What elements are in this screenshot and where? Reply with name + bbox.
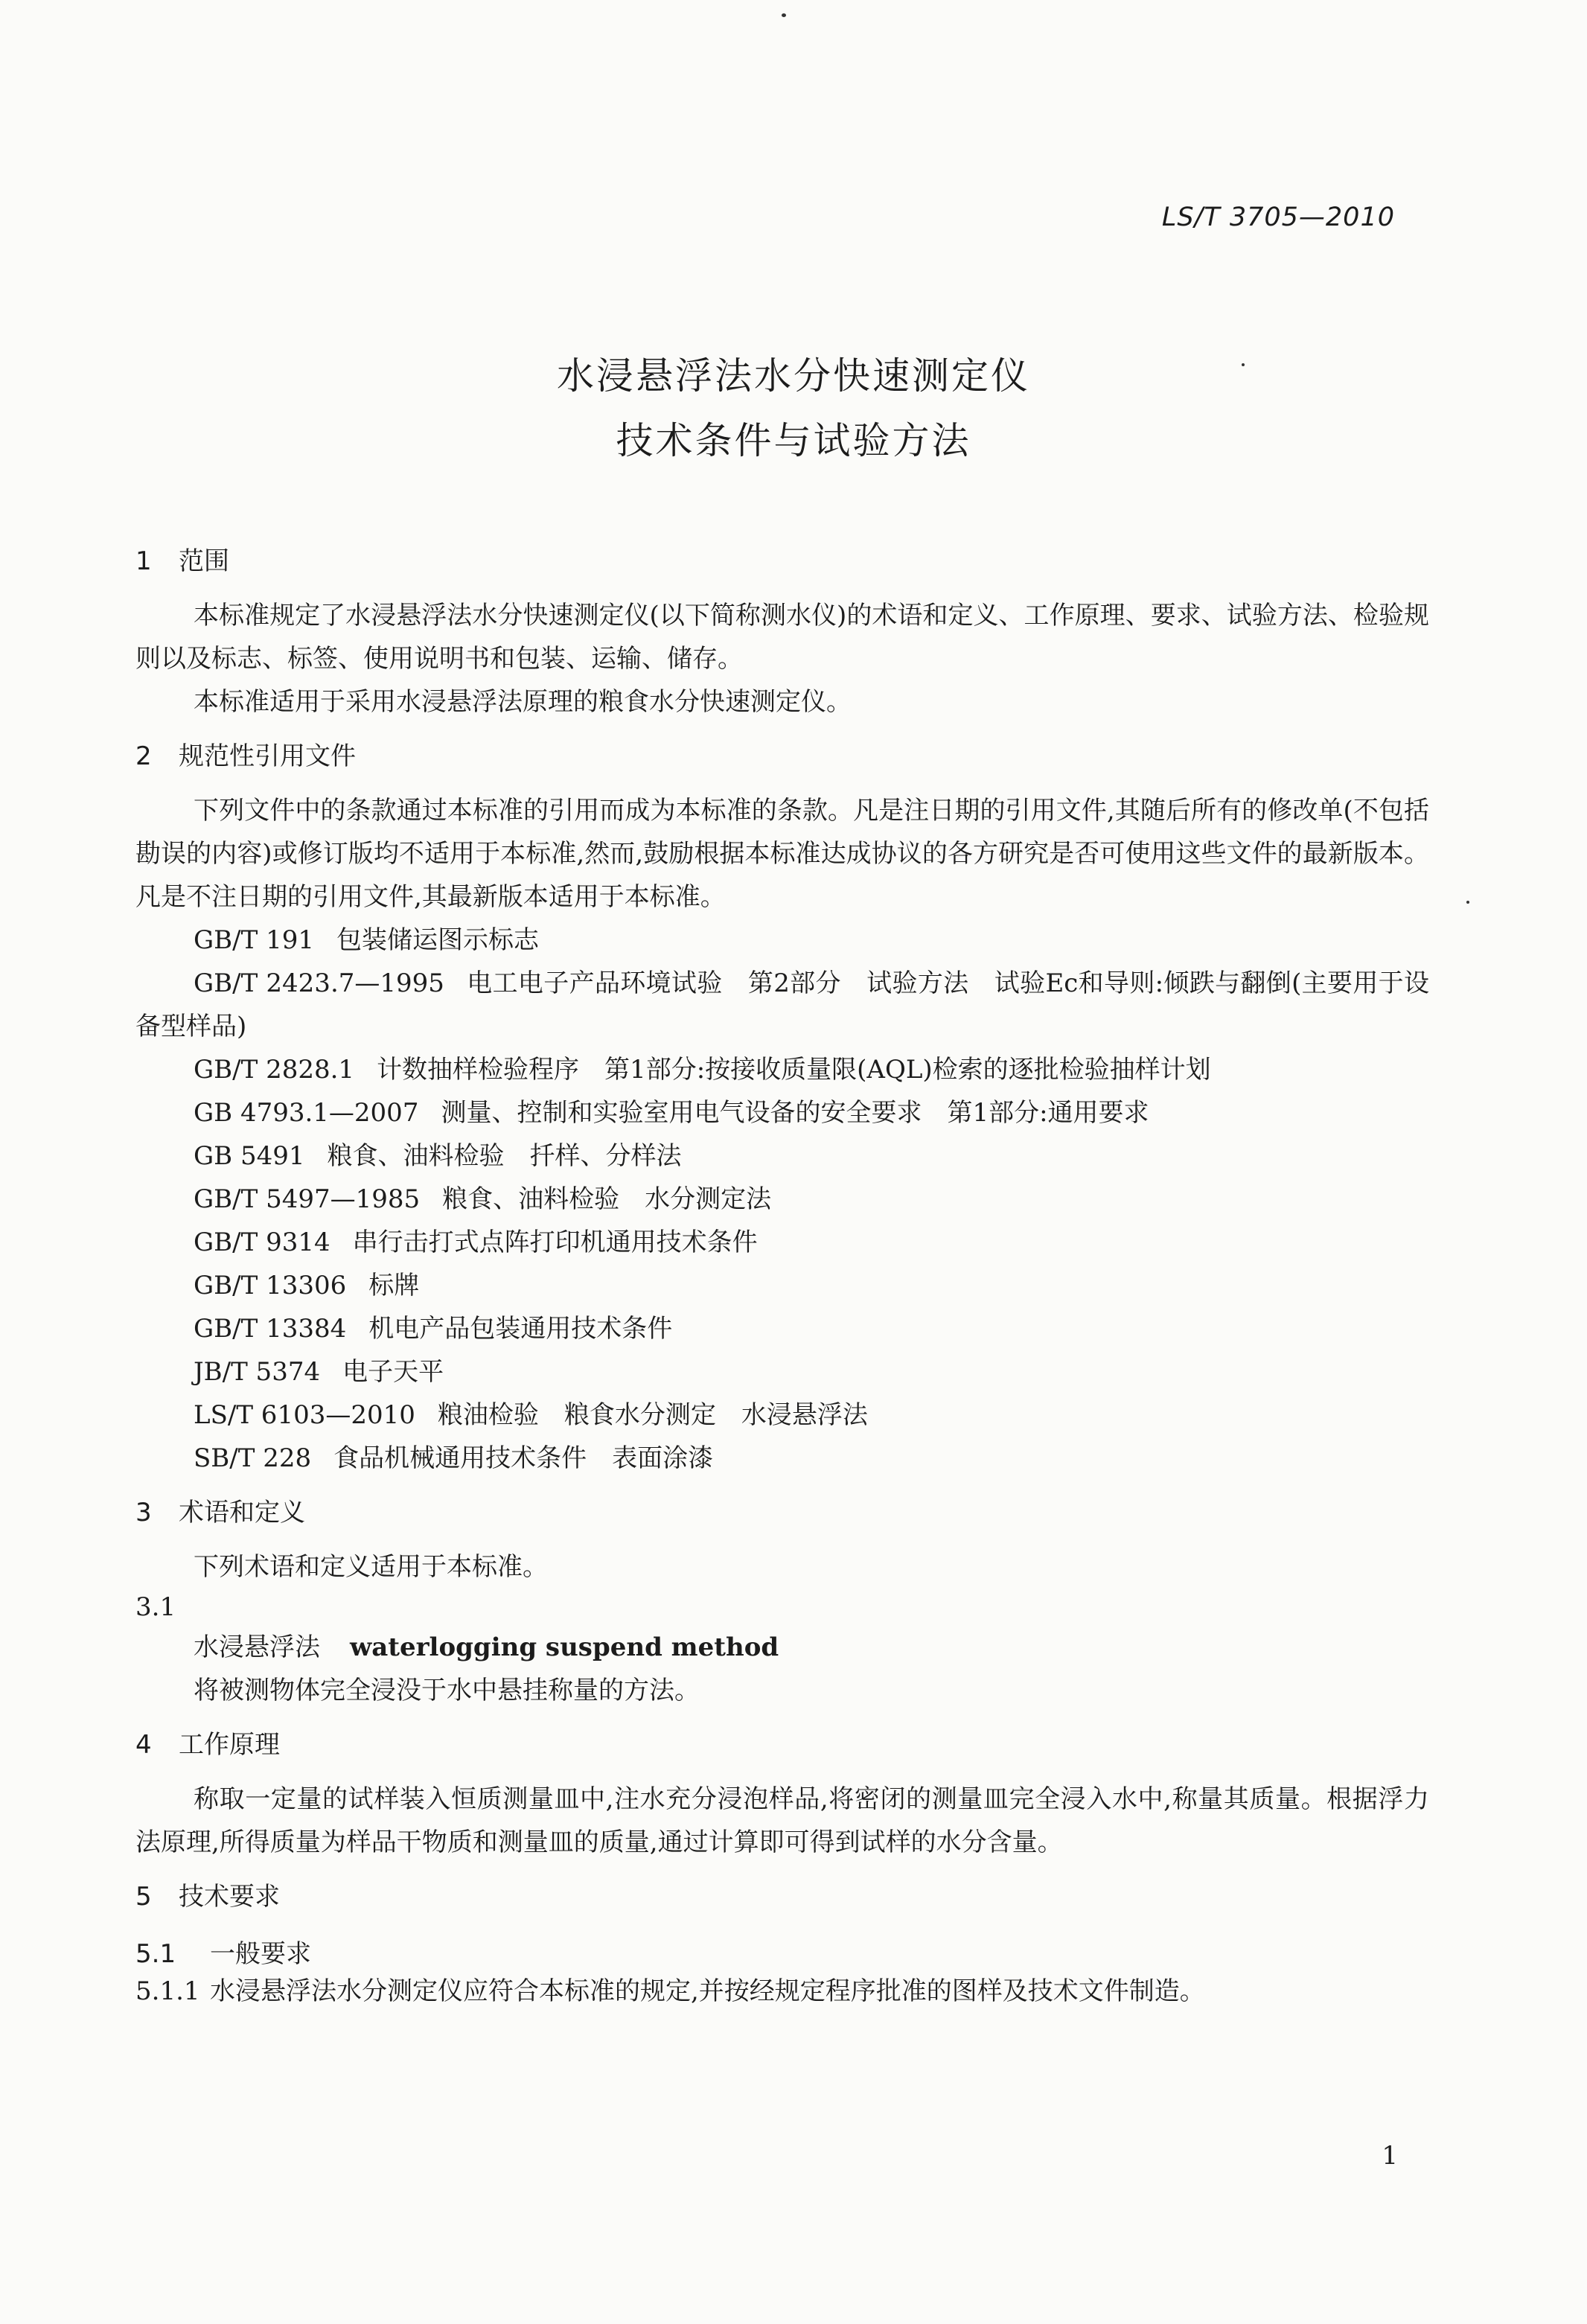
- reference-code: GB/T 191: [194, 925, 314, 955]
- section-number: 5: [135, 1882, 152, 1912]
- reference-code: GB/T 2828.1: [194, 1055, 355, 1085]
- reference-code: GB 5491: [194, 1141, 305, 1171]
- reference-title: 测量、控制和实验室用电气设备的安全要求 第1部分:通用要求: [441, 1098, 1149, 1128]
- reference-item: [135, 919, 1429, 962]
- reference-title: 标牌: [368, 1271, 420, 1300]
- paragraph: 下列文件中的条款通过本标准的引用而成为本标准的条款。凡是注日期的引用文件,其随后所有的修改单(不包括勘误的内容)或修订版均不适用于本标准,然而,鼓励根据本标准达成协议的各方研究是否可使用这些文件的最新版本。凡是不注日期的引用文件,其最新版本适用于本标准。: [135, 796, 1429, 912]
- clause-number: 5.1.1: [135, 1976, 200, 2006]
- reference-title: 串行击打式点阵打印机通用技术条件: [352, 1228, 758, 1257]
- reference-code: GB/T 5497—1985: [194, 1184, 421, 1214]
- section-number: 4: [135, 1730, 152, 1760]
- section-heading-technical-requirements: [135, 1880, 1429, 1913]
- section-number: 2: [135, 741, 152, 771]
- reference-list: [135, 919, 1429, 1480]
- reference-code: GB/T 2423.7—1995: [194, 968, 444, 998]
- reference-item: [135, 1048, 1429, 1091]
- reference-title: 粮食、油料检验 扦样、分样法: [327, 1141, 682, 1171]
- reference-item: [135, 1437, 1429, 1480]
- subsection-title: 一般要求: [210, 1939, 311, 1969]
- reference-title: 粮食、油料检验 水分测定法: [442, 1184, 772, 1214]
- page-number: 1: [1382, 2141, 1398, 2171]
- paragraph: 称取一定量的试样装入恒质测量皿中,注水充分浸泡样品,将密闭的测量皿完全浸入水中,称量其质量。根据浮力法原理,所得质量为样品干物质和测量皿的质量,通过计算即可得到试样的水分含量。: [135, 1784, 1429, 1857]
- term-chinese: 水浸悬浮法: [194, 1632, 320, 1662]
- reference-item: [135, 1091, 1429, 1134]
- reference-code: GB/T 13384: [194, 1314, 347, 1344]
- document-title-line2: 技术条件与试验方法: [616, 419, 971, 462]
- standard-code: LS/T 3705—2010: [1161, 202, 1395, 232]
- paragraph: 本标准适用于采用水浸悬浮法原理的粮食水分快速测定仪。: [194, 687, 852, 717]
- reference-code: LS/T 6103—2010: [194, 1400, 415, 1430]
- reference-title: 包装储运图示标志: [336, 925, 539, 955]
- section-title: 技术要求: [179, 1882, 280, 1912]
- subsection-heading: [135, 1935, 1429, 1973]
- reference-code: JB/T 5374: [194, 1357, 321, 1387]
- section-heading-normative-references: [135, 740, 1429, 773]
- term-entry: [135, 1626, 1429, 1669]
- section-number: 1: [135, 546, 152, 576]
- document-title-line1: 水浸悬浮法水分快速测定仪: [557, 354, 1030, 398]
- clause-text: 水浸悬浮法水分测定仪应符合本标准的规定,并按经规定程序批准的图样及技术文件制造。: [210, 1976, 1205, 2006]
- reference-title: 食品机械通用技术条件 表面涂漆: [333, 1443, 714, 1473]
- reference-code: SB/T 228: [194, 1443, 312, 1473]
- section-title: 术语和定义: [179, 1498, 305, 1527]
- section-heading-principle: [135, 1728, 1429, 1761]
- section-number: 3: [135, 1498, 152, 1527]
- reference-title: 粮油检验 粮食水分测定 水浸悬浮法: [437, 1400, 868, 1430]
- reference-title: 计数抽样检验程序 第1部分:按接收质量限(AQL)检索的逐批检验抽样计划: [377, 1055, 1211, 1085]
- reference-item: [135, 1307, 1429, 1350]
- reference-title: 电子天平: [342, 1357, 444, 1387]
- reference-item: [135, 1221, 1429, 1264]
- section-title: 范围: [179, 546, 229, 576]
- reference-item: [135, 1134, 1429, 1178]
- reference-item: [135, 1264, 1429, 1307]
- term-english: waterlogging suspend method: [350, 1632, 779, 1662]
- reference-item: [135, 962, 1429, 1048]
- section-heading-terms: [135, 1496, 1429, 1529]
- section-title: 规范性引用文件: [179, 741, 356, 771]
- clause: [135, 1973, 1429, 2010]
- subsection-number: 5.1: [135, 1939, 176, 1969]
- reference-item: [135, 1178, 1429, 1221]
- scan-speck: [1466, 901, 1469, 904]
- term-definition: 将被测物体完全浸没于水中悬挂称量的方法。: [194, 1676, 700, 1705]
- term-number: 3.1: [135, 1592, 176, 1622]
- scan-speck: [782, 13, 786, 17]
- reference-item: [135, 1394, 1429, 1437]
- paragraph: 下列术语和定义适用于本标准。: [194, 1552, 548, 1582]
- section-heading-scope: [135, 545, 1429, 578]
- reference-code: GB 4793.1—2007: [194, 1098, 419, 1128]
- reference-code: GB/T 9314: [194, 1228, 331, 1257]
- reference-title: 机电产品包装通用技术条件: [368, 1314, 673, 1344]
- reference-title: 电工电子产品环境试验 第2部分 试验方法 试验Ec和导则:倾跌与翻倒(主要用于设备型样品): [135, 968, 1429, 1041]
- reference-item: [135, 1350, 1429, 1394]
- reference-code: GB/T 13306: [194, 1271, 347, 1300]
- paragraph: 本标准规定了水浸悬浮法水分快速测定仪(以下简称测水仪)的术语和定义、工作原理、要求、试验方法、检验规则以及标志、标签、使用说明书和包装、运输、储存。: [135, 601, 1429, 674]
- section-title: 工作原理: [179, 1730, 280, 1760]
- document-body: [135, 545, 1429, 2010]
